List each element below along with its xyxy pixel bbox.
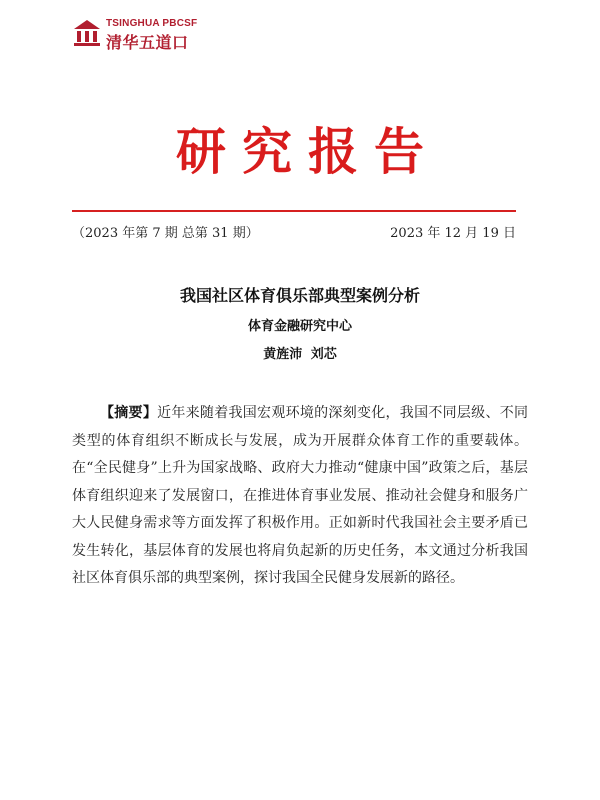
institution-name: 体育金融研究中心 — [247, 319, 352, 334]
logo — [72, 16, 212, 52]
abstract-label: 【摘要】 — [100, 405, 158, 421]
tsinghua-pbcsf-emblem-icon — [72, 18, 102, 48]
report-title: 研究报告 — [176, 122, 440, 181]
logo-english-text: TSINGHUA PBCSF — [106, 18, 198, 29]
logo-chinese-text: 清华五道口 — [106, 33, 189, 52]
issue-line — [72, 222, 516, 242]
header-divider — [72, 210, 516, 212]
abstract-paragraph — [72, 400, 528, 593]
issue-date: 2023 年 12 月 19 日 — [390, 226, 516, 241]
abstract-text: 近年来随着我国宏观环境的深刻变化，我国不同层级、不同类型的体育组织不断成长与发展，成为开展群众体育工作的重要载体。在“全民健身”上升为国家战略、政府大力推动“健康中国”政策之后，基层体育组织迎来了发展窗口，在推进体育事业发展、推动社会健身和服务广大人民健身需求等方面发挥了积极作用。正如新时代我国社会主要矛盾已发生转化，基层体育的发展也将肩负起新的历史任务，本文通过分析我国社区体育俱乐部的典型案例，探讨我国全民健身发展新的路径。 — [72, 405, 529, 586]
article-title: 我国社区体育俱乐部典型案例分析 — [179, 286, 420, 305]
author-names: 黄旌沛 刘芯 — [263, 347, 337, 362]
issue-number: （2023 年第 7 期 总第 31 期） — [72, 226, 259, 241]
